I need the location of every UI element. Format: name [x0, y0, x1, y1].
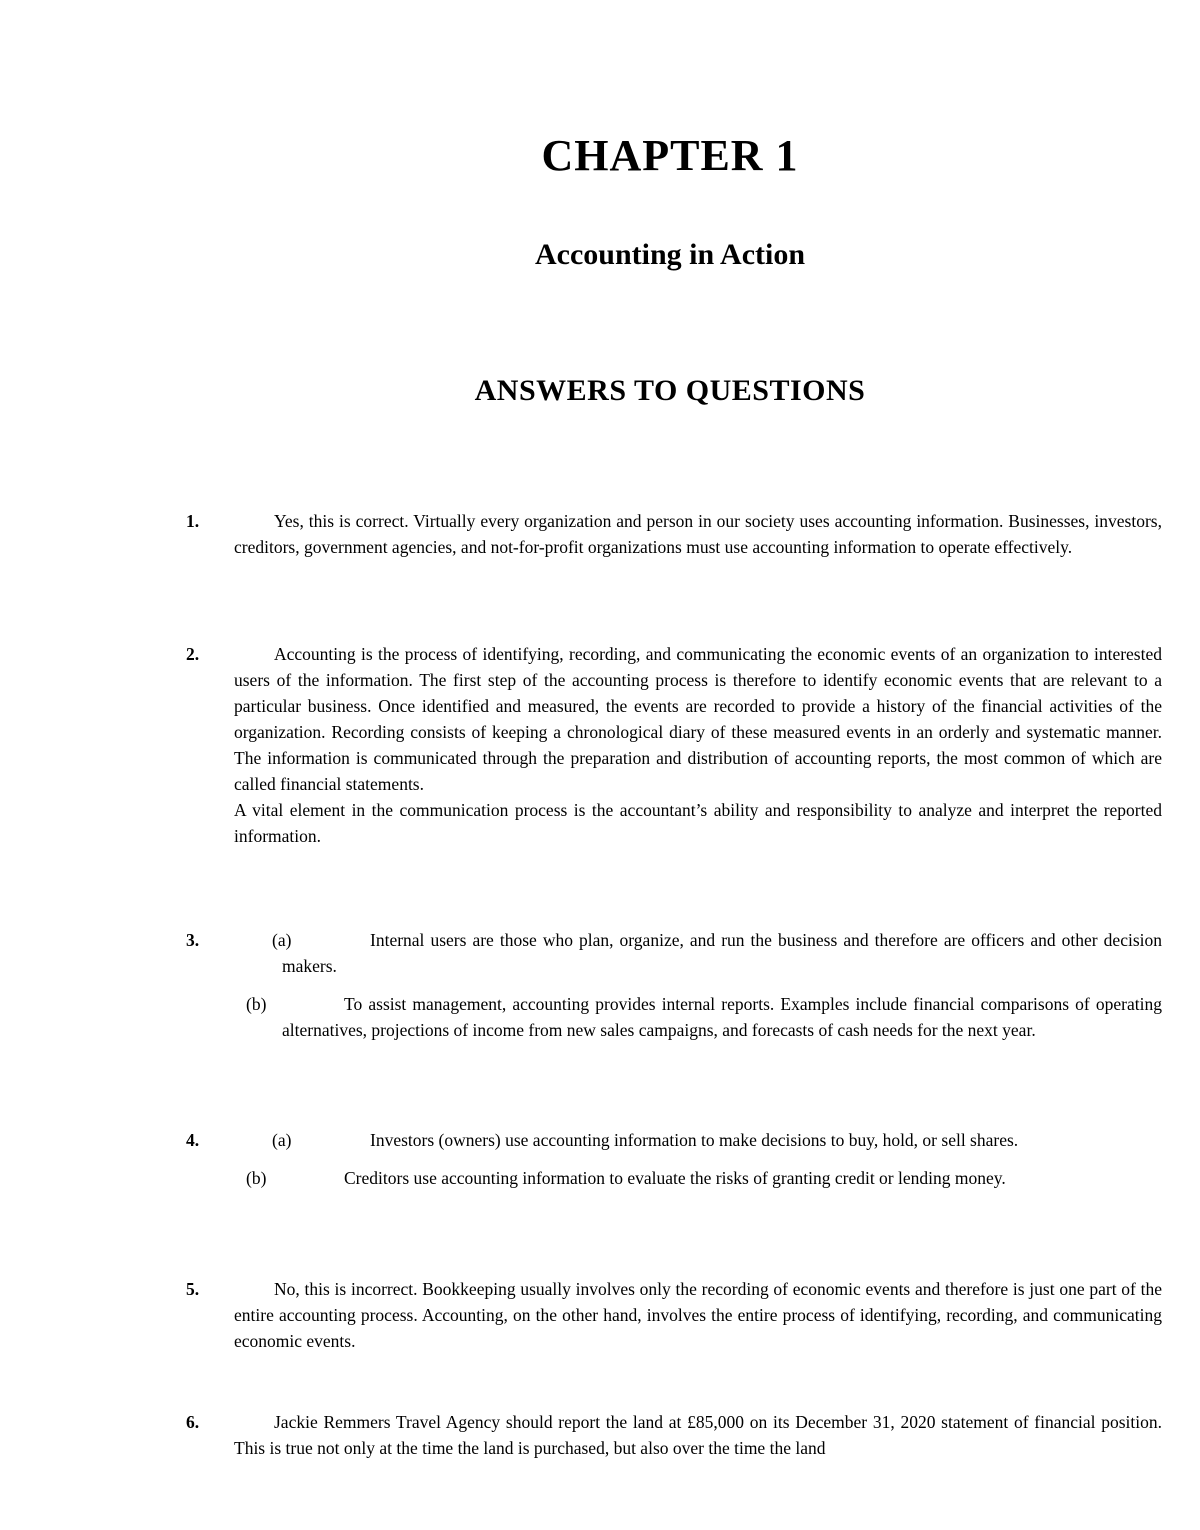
answer-number: 4.	[186, 1130, 200, 1150]
answer-1	[186, 508, 1162, 560]
part-text: Creditors use accounting information to evaluate the risks of granting credit or lending money.	[344, 1168, 1006, 1188]
answer-number: 1.	[186, 511, 200, 531]
answer-6	[186, 1409, 1162, 1461]
answer-number: 6.	[186, 1412, 200, 1432]
part-text: Investors (owners) use accounting information to make decisions to buy, hold, or sell shares.	[370, 1130, 1019, 1150]
answer-text: Yes, this is correct. Virtually every organization and person in our society uses accounting information. Businesses, investors, creditors, government agencies, and not-for-profit organizations must use accounting information to operate effectively.	[234, 511, 1162, 557]
section-heading: ANSWERS TO QUESTIONS	[474, 374, 866, 407]
answer-part-b	[246, 1165, 1162, 1191]
chapter-subtitle: Accounting in Action	[534, 238, 806, 271]
answer-text: Accounting is the process of identifying, recording, and communicating the economic events of an organization to interested users of the information. The first step of the accounting process is therefore to identify economic events that are relevant to a particular business. Once identified and measured, the events are recorded to provide a history of the financial activities of the organization. Recording consists of keeping a chronological diary of these measured events in an orderly and systematic manner. The information is communicated through the preparation and distribution of accounting reports, the most common of which are called financial statements.	[234, 644, 1162, 794]
part-label: (b)	[246, 1168, 267, 1188]
answer-part-b	[246, 991, 1162, 1043]
chapter-title: CHAPTER 1	[541, 131, 799, 180]
part-label: (b)	[246, 994, 267, 1014]
answer-text: No, this is incorrect. Bookkeeping usually involves only the recording of economic events and therefore is just one part of the entire accounting process. Accounting, on the other hand, involves the entire process of identifying, recording, and communicating economic events.	[234, 1279, 1162, 1351]
part-text: Internal users are those who plan, organize, and run the business and therefore are officers and other decision makers.	[282, 930, 1162, 976]
answer-3	[186, 927, 1162, 1043]
part-label: (a)	[272, 1130, 292, 1150]
answer-part-a	[234, 1127, 1162, 1153]
part-text: To assist management, accounting provides internal reports. Examples include financial comparisons of operating alternatives, projections of income from new sales campaigns, and forecasts of cash needs for the next year.	[282, 994, 1162, 1040]
part-label: (a)	[272, 930, 292, 950]
answer-text-continued: A vital element in the communication process is the accountant’s ability and responsibility to analyze and interpret the reported information.	[234, 800, 1162, 846]
answer-number: 5.	[186, 1279, 200, 1299]
answer-2	[186, 641, 1162, 849]
answer-text: Jackie Remmers Travel Agency should report the land at £85,000 on its December 31, 2020 statement of financial position. This is true not only at the time the land is purchased, but also over the time the land	[234, 1412, 1162, 1458]
answer-number: 2.	[186, 644, 200, 664]
answer-part-a	[272, 927, 1162, 979]
answer-number: 3.	[186, 930, 200, 950]
answer-5	[186, 1276, 1162, 1354]
answer-4	[186, 1127, 1162, 1191]
